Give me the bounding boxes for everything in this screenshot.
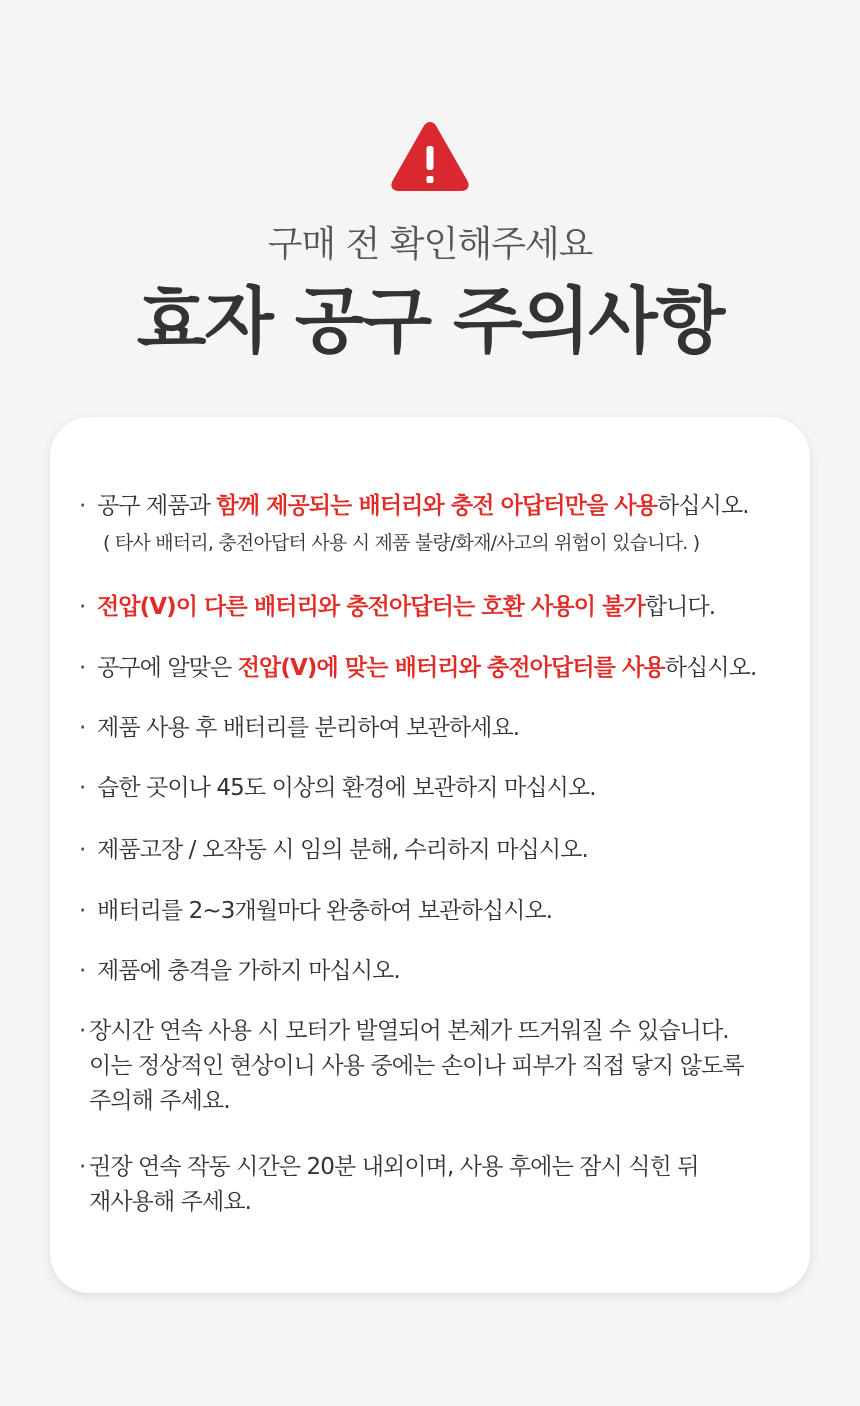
bullet: · [79, 898, 86, 924]
bullet: · [79, 594, 86, 620]
bullet: · [79, 775, 86, 801]
notice-item-7: · 배터리를 2~3개월마다 완충하여 보관하십시오. [79, 898, 553, 924]
notice-item-10: · 권장 연속 작동 시간은 20분 내외이며, 사용 후에는 잠시 식힌 뒤 재사용해 주세요. [79, 1150, 789, 1220]
notice-highlight: 전압(V)이 다른 배터리와 충전아답터는 호환 사용이 불가 [97, 594, 645, 620]
bullet: · [79, 958, 86, 984]
notice-item-5: · 습한 곳이나 45도 이상의 환경에 보관하지 마십시오. [79, 775, 596, 801]
notice-item-3: · 공구에 알맞은 전압(V)에 맞는 배터리와 충전아답터를 사용하십시오. [79, 655, 757, 681]
notice-item-1: · 공구 제품과 함께 제공되는 배터리와 충전 아답터만을 사용하십시오. [79, 493, 749, 519]
warning-triangle-icon [389, 118, 471, 194]
notice-item-2: · 전압(V)이 다른 배터리와 충전아답터는 호환 사용이 불가합니다. [79, 594, 716, 620]
notice-item-6: · 제품고장 / 오작동 시 임의 분해, 수리하지 마십시오. [79, 837, 588, 863]
bullet: · [79, 655, 86, 681]
notice-item-8: · 제품에 충격을 가하지 마십시오. [79, 958, 400, 984]
bullet: · [79, 837, 86, 863]
page-title: 효자 공구 주의사항 [136, 279, 724, 363]
notice-item-1-note: ( 타사 배터리, 충전아답터 사용 시 제품 불량/화재/사고의 위험이 있습니다. ) [103, 532, 700, 554]
notice-card [50, 417, 810, 1293]
notice-item-4: · 제품 사용 후 배터리를 분리하여 보관하세요. [79, 715, 520, 741]
notice-highlight: 함께 제공되는 배터리와 충전 아답터만을 사용 [216, 493, 658, 519]
bullet: · [79, 493, 86, 519]
notice-highlight: 전압(V)에 맞는 배터리와 충전아답터를 사용 [237, 655, 665, 681]
bullet: · [79, 715, 86, 741]
bullet: · [79, 1018, 86, 1044]
notice-item-9: · 장시간 연속 사용 시 모터가 발열되어 본체가 뜨거워질 수 있습니다. 이는 정상적인 현상이니 사용 중에는 손이나 피부가 직접 닿지 않도록 주의해 주세요. [79, 1014, 789, 1119]
page-subtitle: 구매 전 확인해주세요 [267, 224, 593, 265]
bullet: · [79, 1154, 86, 1180]
